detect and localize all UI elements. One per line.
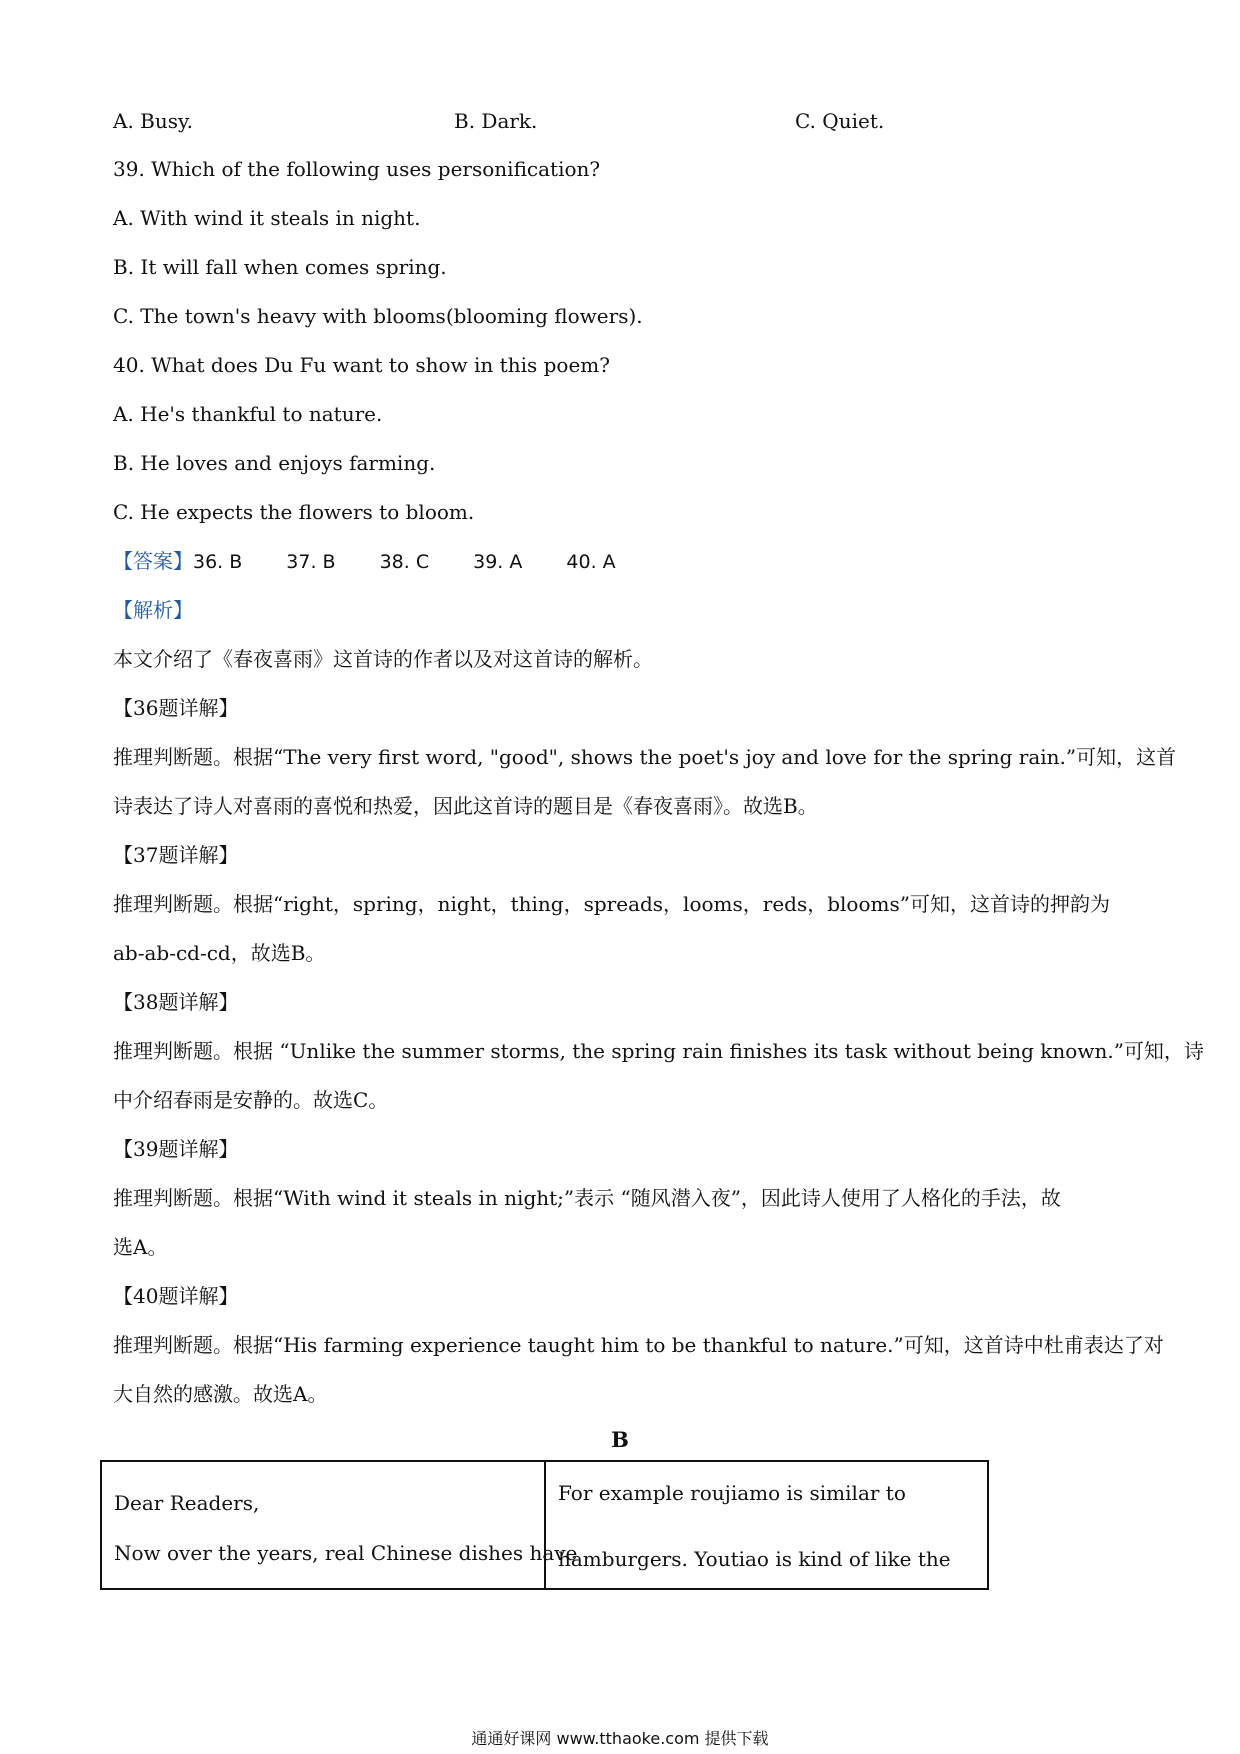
passage-left-line: Now over the years, real Chinese dishes have [114,1541,578,1565]
q39-option-b: B. It will fall when comes spring. [113,255,447,279]
passage-right-line: hamburgers. Youtiao is kind of like the [558,1547,951,1571]
detail-37-line-2: ab-ab-cd-cd，故选B。 [113,941,326,965]
answer-row [113,547,1133,576]
q40-option-b: B. He loves and enjoys farming. [113,451,436,475]
detail-39-line-2: 选A。 [113,1235,168,1259]
passage-table-right-cell [546,1462,987,1588]
detail-39-line-1: 推理判断题。根据“With wind it steals in night;”表示 “随风潜入夜”，因此诗人使用了人格化的手法，故 [113,1186,1061,1210]
detail-40-line-2: 大自然的感激。故选A。 [113,1382,328,1406]
q39-option-a: A. With wind it steals in night. [113,206,421,230]
detail-40-heading: 【40题详解】 [113,1284,239,1308]
passage-left-line: Dear Readers, [114,1491,260,1515]
q39-stem: 39. Which of the following uses personification? [113,157,601,181]
q40-option-a: A. He's thankful to nature. [113,402,383,426]
analysis-intro: 本文介绍了《春夜喜雨》这首诗的作者以及对这首诗的解析。 [113,647,653,671]
detail-37-heading: 【37题详解】 [113,843,239,867]
section-b-title: B [611,1427,629,1452]
passage-table-left-cell [102,1462,578,1588]
detail-36-line-1: 推理判断题。根据“The very first word, "good", shows the poet's joy and love for the spring rain.”可知，这首 [113,745,1177,769]
q39-option-c: C. The town's heavy with blooms(blooming flowers). [113,304,643,328]
answer-item: 40. A [566,551,616,573]
detail-38-line-2: 中介绍春雨是安静的。故选C。 [113,1088,389,1112]
answer-item: 36. B [193,551,243,573]
answer-item: 37. B [286,551,336,573]
detail-36-line-2: 诗表达了诗人对喜雨的喜悦和热爱，因此这首诗的题目是《春夜喜雨》。故选B。 [113,794,818,818]
answer-item: 39. A [473,551,523,573]
q38-option-b: B. Dark. [454,109,538,133]
q40-option-c: C. He expects the flowers to bloom. [113,500,475,524]
q38-option-c: C. Quiet. [795,109,885,133]
passage-right-line: For example roujiamo is similar to [558,1481,906,1505]
detail-37-line-1: 推理判断题。根据“right，spring，night，thing，spreads，looms，reds，blooms”可知，这首诗的押韵为 [113,892,1110,916]
analysis-tag: 【解析】 [113,598,193,622]
detail-40-line-1: 推理判断题。根据“His farming experience taught him to be thankful to nature.”可知，这首诗中杜甫表达了对 [113,1333,1164,1357]
detail-36-heading: 【36题详解】 [113,696,239,720]
passage-table [100,1460,989,1590]
q38-option-a: A. Busy. [113,109,193,133]
detail-38-line-1: 推理判断题。根据 “Unlike the summer storms, the spring rain finishes its task without being known.”可知，诗 [113,1039,1204,1063]
q40-stem: 40. What does Du Fu want to show in this poem? [113,353,610,377]
detail-39-heading: 【39题详解】 [113,1137,239,1161]
answer-tag: 【答案】 [113,549,193,573]
page-footer: 通通好课网 www.tthaoke.com 提供下载 [471,1729,769,1748]
detail-38-heading: 【38题详解】 [113,990,239,1014]
answer-item: 38. C [379,551,430,573]
